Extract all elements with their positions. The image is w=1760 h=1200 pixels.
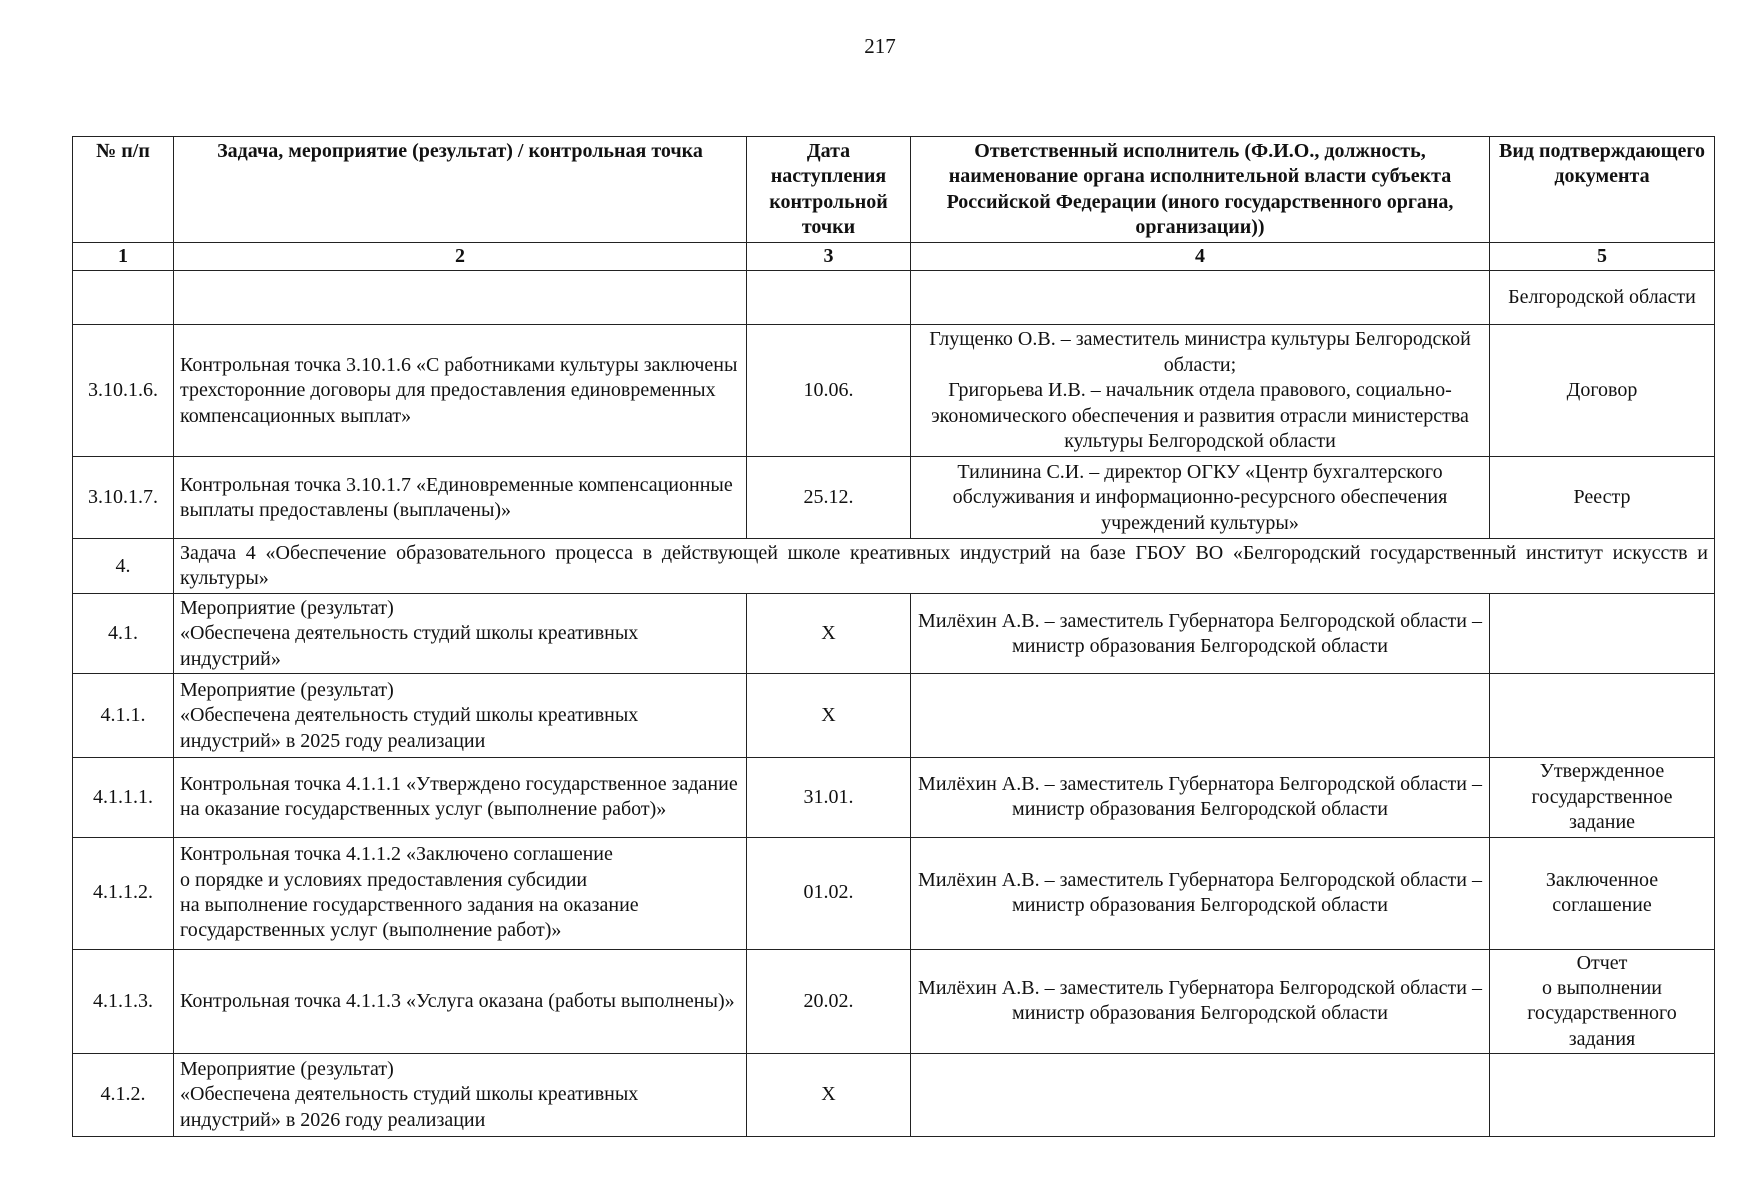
header-responsible: Ответственный исполнитель (Ф.И.О., должность, наименование органа исполнительной власти субъекта Российской Федерации (иного государственного органа, организации)) [911,137,1490,243]
row-responsible: Тилинина С.И. – директор ОГКУ «Центр бухгалтерского обслуживания и информационно-ресурсного обеспечения учреждений культуры» [911,457,1490,539]
row-responsible: Милёхин А.В. – заместитель Губернатора Белгородской области – министр образования Белгородской области [911,758,1490,837]
column-number: 2 [174,243,747,271]
table-row [73,457,1715,539]
row-document [1490,594,1715,674]
table-row [73,837,1715,949]
column-number: 1 [73,243,174,271]
column-number: 4 [911,243,1490,271]
row-number: 3.10.1.7. [73,457,174,539]
row-task: Контрольная точка 4.1.1.1 «Утверждено государственное задание на оказание государственных услуг (выполнение работ)» [174,758,747,837]
header-number: № п/п [73,137,174,243]
table-row [73,325,1715,457]
task-line: на выполнение государственного задания на оказание государственных услуг (выполнение работ)» [180,894,639,942]
task-line: Мероприятие (результат) [180,596,394,619]
task-line: о порядке и условиях предоставления субсидии [180,868,588,891]
row-document: Белгородской области [1490,271,1715,325]
responsible-line: Григорьева И.В. – начальник отдела правового, социально-экономического обеспечения и развития отрасли министерства культуры Белгородской области [931,379,1469,452]
row-date: X [747,1054,911,1137]
row-document: Реестр [1490,457,1715,539]
row-responsible: Милёхин А.В. – заместитель Губернатора Белгородской области – министр образования Белгородской области [911,837,1490,949]
task-line: Мероприятие (результат) [180,678,394,701]
row-task-merged: Задача 4 «Обеспечение образовательного процесса в действующей школе креативных индустрий на базе ГБОУ ВО «Белгородский государственный институт искусств и культуры» [174,539,1715,594]
row-number: 4.1.1. [73,674,174,758]
row-task [174,837,747,949]
row-number: 4.1.1.1. [73,758,174,837]
document-line: Отчет [1576,951,1628,974]
row-responsible [911,674,1490,758]
row-document [1490,674,1715,758]
document-line: о выполнении государственного задания [1527,976,1677,1050]
task-line: «Обеспечена деятельность студий школы креативных индустрий» в 2025 году реализации [180,704,639,752]
header-document: Вид подтверждающего документа [1490,137,1715,243]
row-date: X [747,674,911,758]
task-line: Мероприятие (результат) [180,1058,394,1081]
row-date: 31.01. [747,758,911,837]
row-date: 25.12. [747,457,911,539]
control-points-table [72,136,1715,1137]
row-document: Заключенное соглашение [1490,837,1715,949]
row-number: 4.1.1.3. [73,949,174,1054]
row-number: 3.10.1.6. [73,325,174,457]
row-date: 20.02. [747,949,911,1054]
row-task: Контрольная точка 3.10.1.7 «Единовременные компенсационные выплаты предоставлены (выплачены)» [174,457,747,539]
row-task: Контрольная точка 4.1.1.3 «Услуга оказана (работы выполнены)» [174,949,747,1054]
row-responsible [911,325,1490,457]
table-row [73,271,1715,325]
page-number: 217 [864,34,896,58]
row-number: 4. [73,539,174,594]
row-number: 4.1.2. [73,1054,174,1137]
row-date: 10.06. [747,325,911,457]
row-responsible: Милёхин А.В. – заместитель Губернатора Белгородской области – министр образования Белгородской области [911,594,1490,674]
row-date [747,271,911,325]
row-task [174,594,747,674]
row-task [174,271,747,325]
row-responsible [911,271,1490,325]
task-line: Контрольная точка 4.1.1.2 «Заключено соглашение [180,843,613,866]
column-number: 3 [747,243,911,271]
row-document [1490,949,1715,1054]
row-number: 4.1. [73,594,174,674]
row-document: Договор [1490,325,1715,457]
row-responsible [911,1054,1490,1137]
table-row [73,594,1715,674]
table-row [73,949,1715,1054]
header-task: Задача, мероприятие (результат) / контрольная точка [174,137,747,243]
table-row [73,674,1715,758]
task-line: «Обеспечена деятельность студий школы креативных индустрий» в 2026 году реализации [180,1083,639,1131]
row-task: Контрольная точка 3.10.1.6 «С работниками культуры заключены трехсторонние договоры для предоставления единовременных компенсационных выплат» [174,325,747,457]
table-row [73,758,1715,837]
table-row-task [73,539,1715,594]
column-number: 5 [1490,243,1715,271]
table-header-row [73,137,1715,243]
row-date: 01.02. [747,837,911,949]
column-number-row [73,243,1715,271]
row-task [174,1054,747,1137]
row-task [174,674,747,758]
row-responsible: Милёхин А.В. – заместитель Губернатора Белгородской области – министр образования Белгородской области [911,949,1490,1054]
row-date: X [747,594,911,674]
responsible-line: Глущенко О.В. – заместитель министра культуры Белгородской области; [929,328,1471,376]
table-row [73,1054,1715,1137]
task-line: «Обеспечена деятельность студий школы креативных индустрий» [180,622,639,670]
header-date: Дата наступления контрольной точки [747,137,911,243]
row-number [73,271,174,325]
row-number: 4.1.1.2. [73,837,174,949]
row-document [1490,1054,1715,1137]
row-document: Утвержденное государственное задание [1490,758,1715,837]
